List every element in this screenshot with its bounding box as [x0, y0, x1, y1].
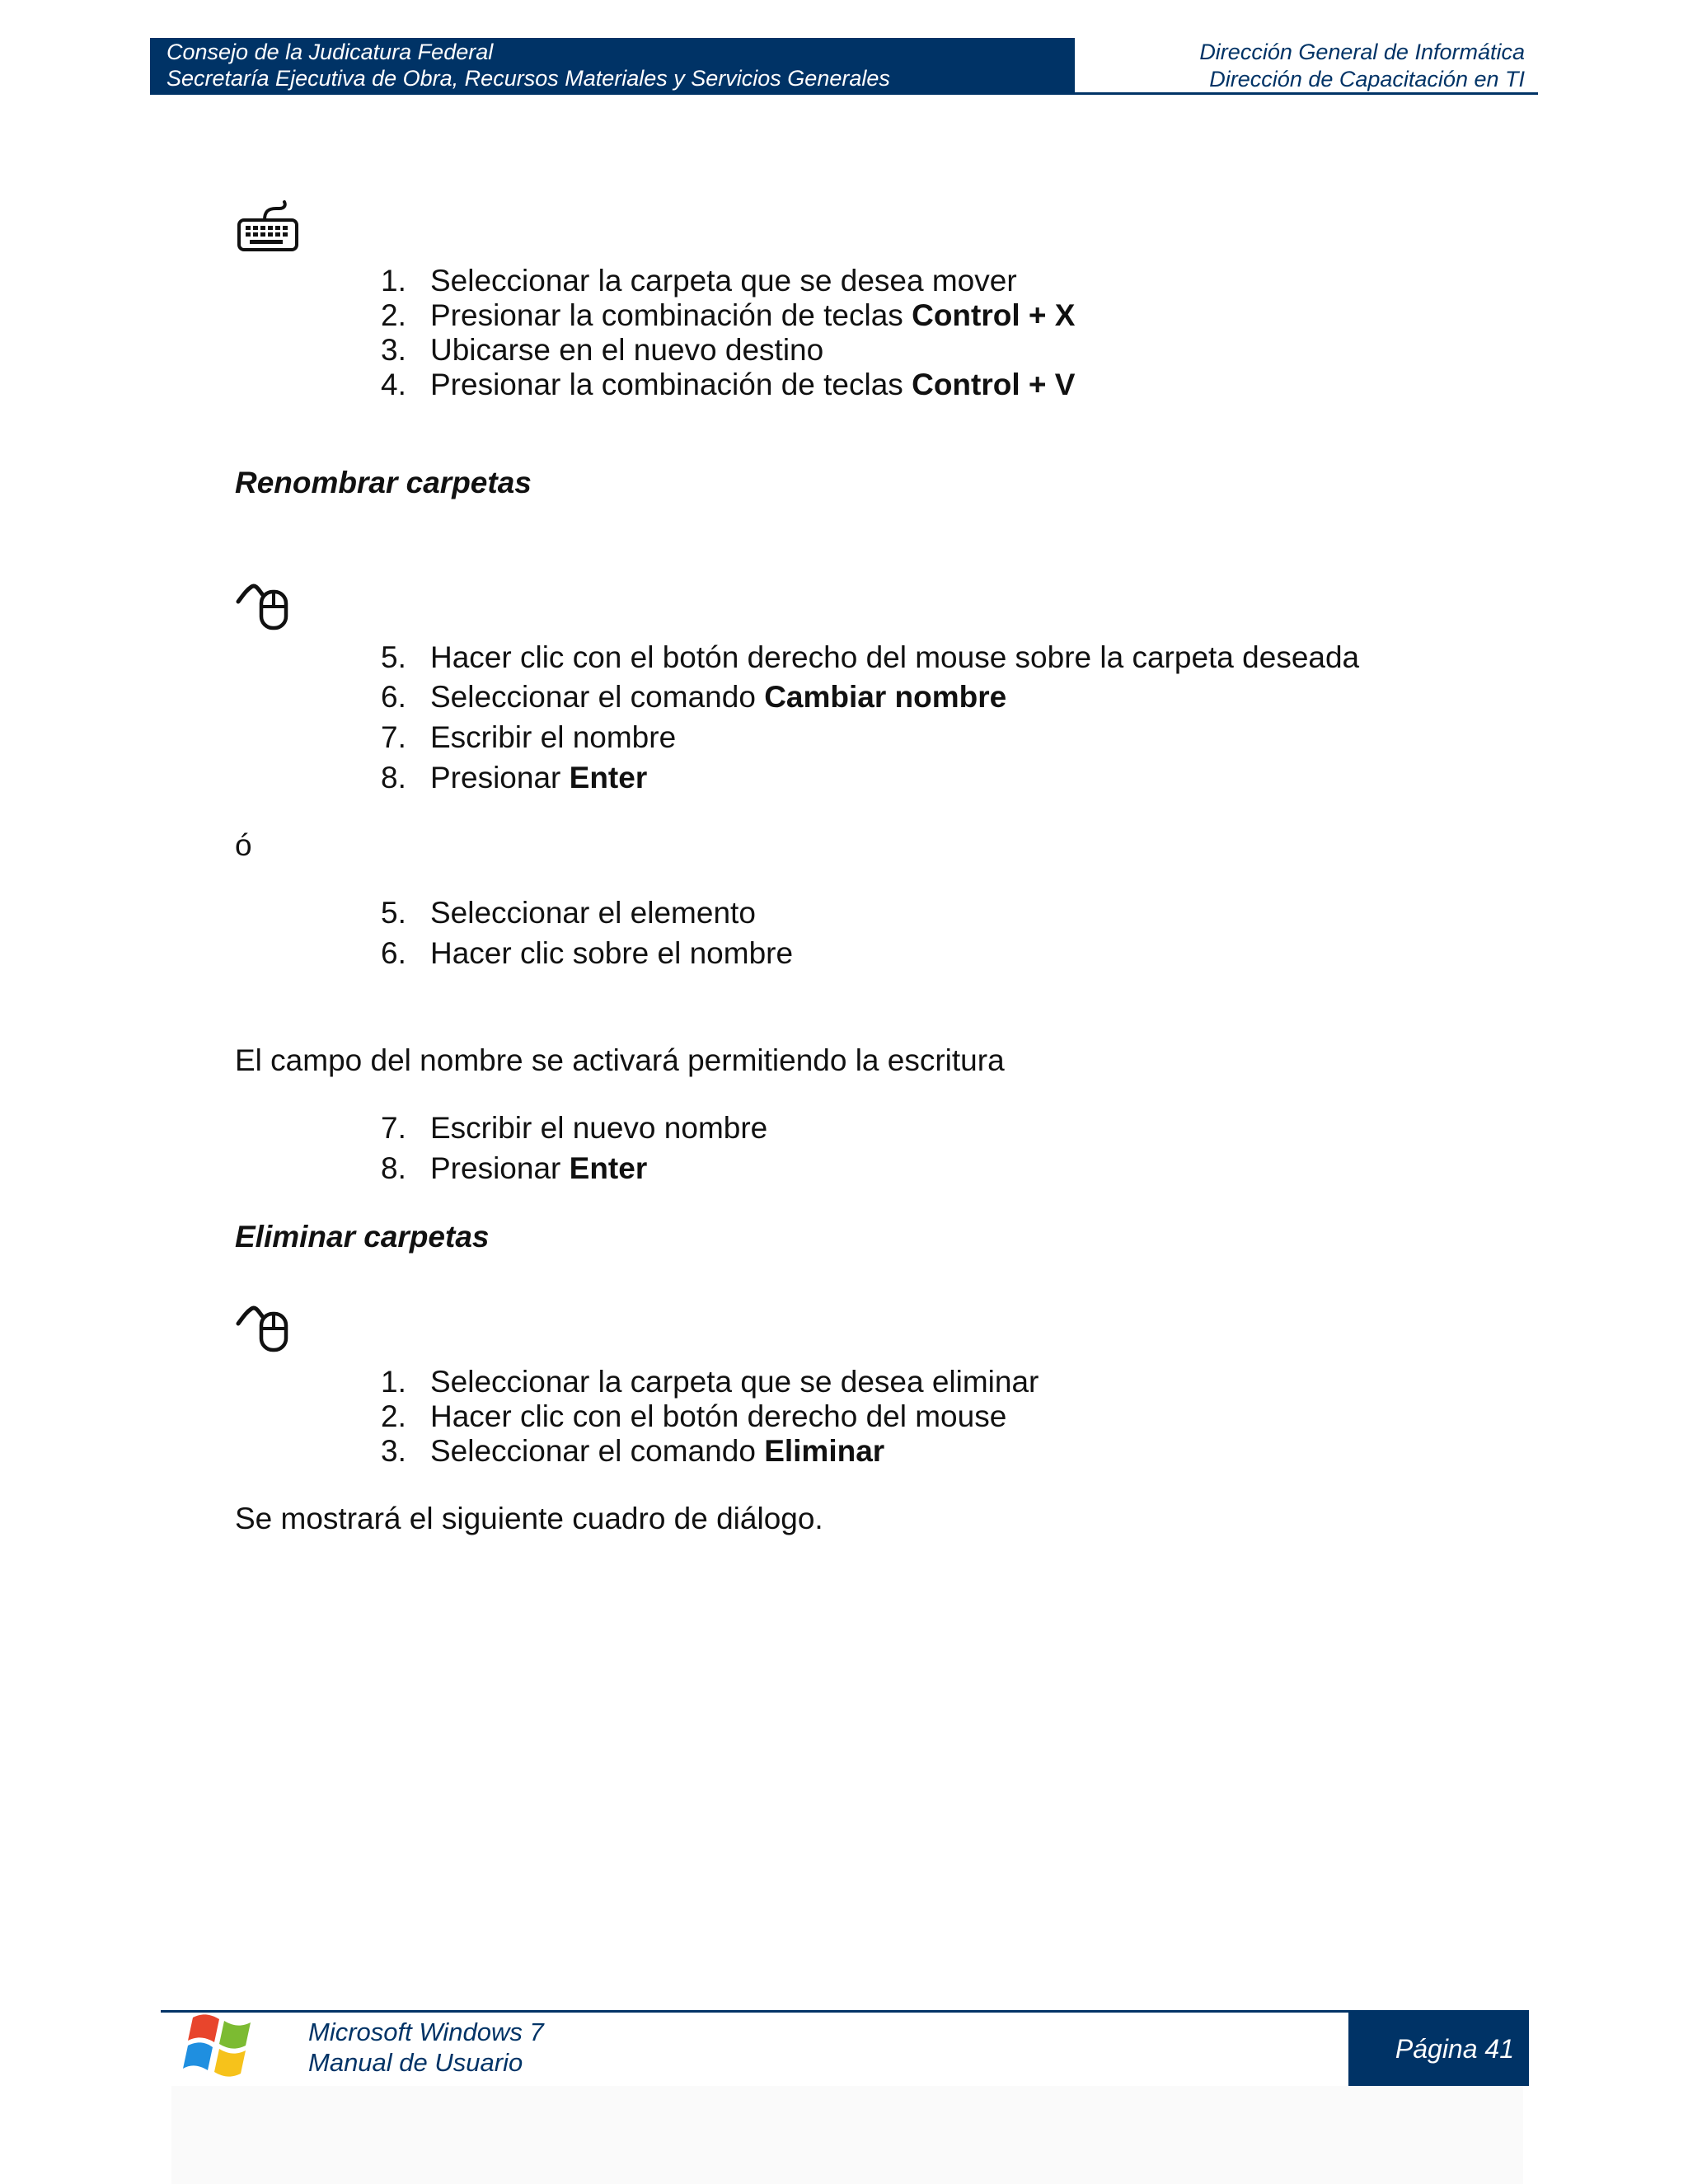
delete-heading: Eliminar carpetas	[235, 1220, 490, 1254]
header-direction-training: Dirección de Capacitación en TI	[1209, 67, 1525, 91]
delete-step-1: 1. Seleccionar la carpeta que se desea eliminar	[381, 1365, 1039, 1399]
rename-step-8: 8. Presionar Enter	[381, 761, 648, 794]
rename-alt-step-5: 5. Seleccionar el elemento	[381, 896, 756, 930]
header-rule	[150, 92, 1538, 95]
footer-manual: Manual de Usuario	[308, 2048, 523, 2077]
page-number	[1348, 2012, 1529, 2086]
rename-step-6: 6. Seleccionar el comando Cambiar nombre	[381, 680, 1007, 714]
header-direction-general: Dirección General de Informática	[1199, 40, 1525, 64]
rename-step-7: 7. Escribir el nombre	[381, 720, 677, 754]
header-banner	[150, 38, 1075, 92]
footer-rule	[161, 2010, 1529, 2013]
move-step-3: 3. Ubicarse en el nuevo destino	[381, 333, 824, 367]
header-institution: Consejo de la Judicatura Federal	[166, 40, 494, 64]
rename-or: ó	[235, 828, 252, 862]
delete-note: Se mostrará el siguiente cuadro de diálogo.	[235, 1502, 823, 1535]
keyboard-icon	[237, 200, 301, 255]
move-step-4: 4. Presionar la combinación de teclas Control + V	[381, 368, 1076, 401]
move-step-1: 1. Seleccionar la carpeta que se desea mover	[381, 264, 1017, 298]
rename-alt-step-8: 8. Presionar Enter	[381, 1151, 648, 1185]
rename-step-5: 5. Hacer clic con el botón derecho del mouse sobre la carpeta deseada	[381, 640, 1360, 674]
rename-alt-step-6: 6. Hacer clic sobre el nombre	[381, 936, 794, 970]
mouse-icon	[235, 577, 291, 631]
windows-logo-icon	[181, 2009, 262, 2082]
rename-note: El campo del nombre se activará permitiendo la escritura	[235, 1043, 1005, 1077]
rename-heading: Renombrar carpetas	[235, 466, 532, 499]
delete-step-2: 2. Hacer clic con el botón derecho del mouse	[381, 1399, 1007, 1433]
move-step-2: 2. Presionar la combinación de teclas Control + X	[381, 298, 1076, 332]
footer-shadow	[171, 2086, 1523, 2184]
mouse-icon	[235, 1299, 291, 1353]
footer-product: Microsoft Windows 7	[308, 2018, 544, 2046]
header-secretariat: Secretaría Ejecutiva de Obra, Recursos Materiales y Servicios Generales	[166, 66, 890, 91]
page-number-label: Página 41	[1395, 2033, 1514, 2064]
rename-alt-step-7: 7. Escribir el nuevo nombre	[381, 1111, 768, 1145]
delete-step-3: 3. Seleccionar el comando Eliminar	[381, 1434, 885, 1468]
